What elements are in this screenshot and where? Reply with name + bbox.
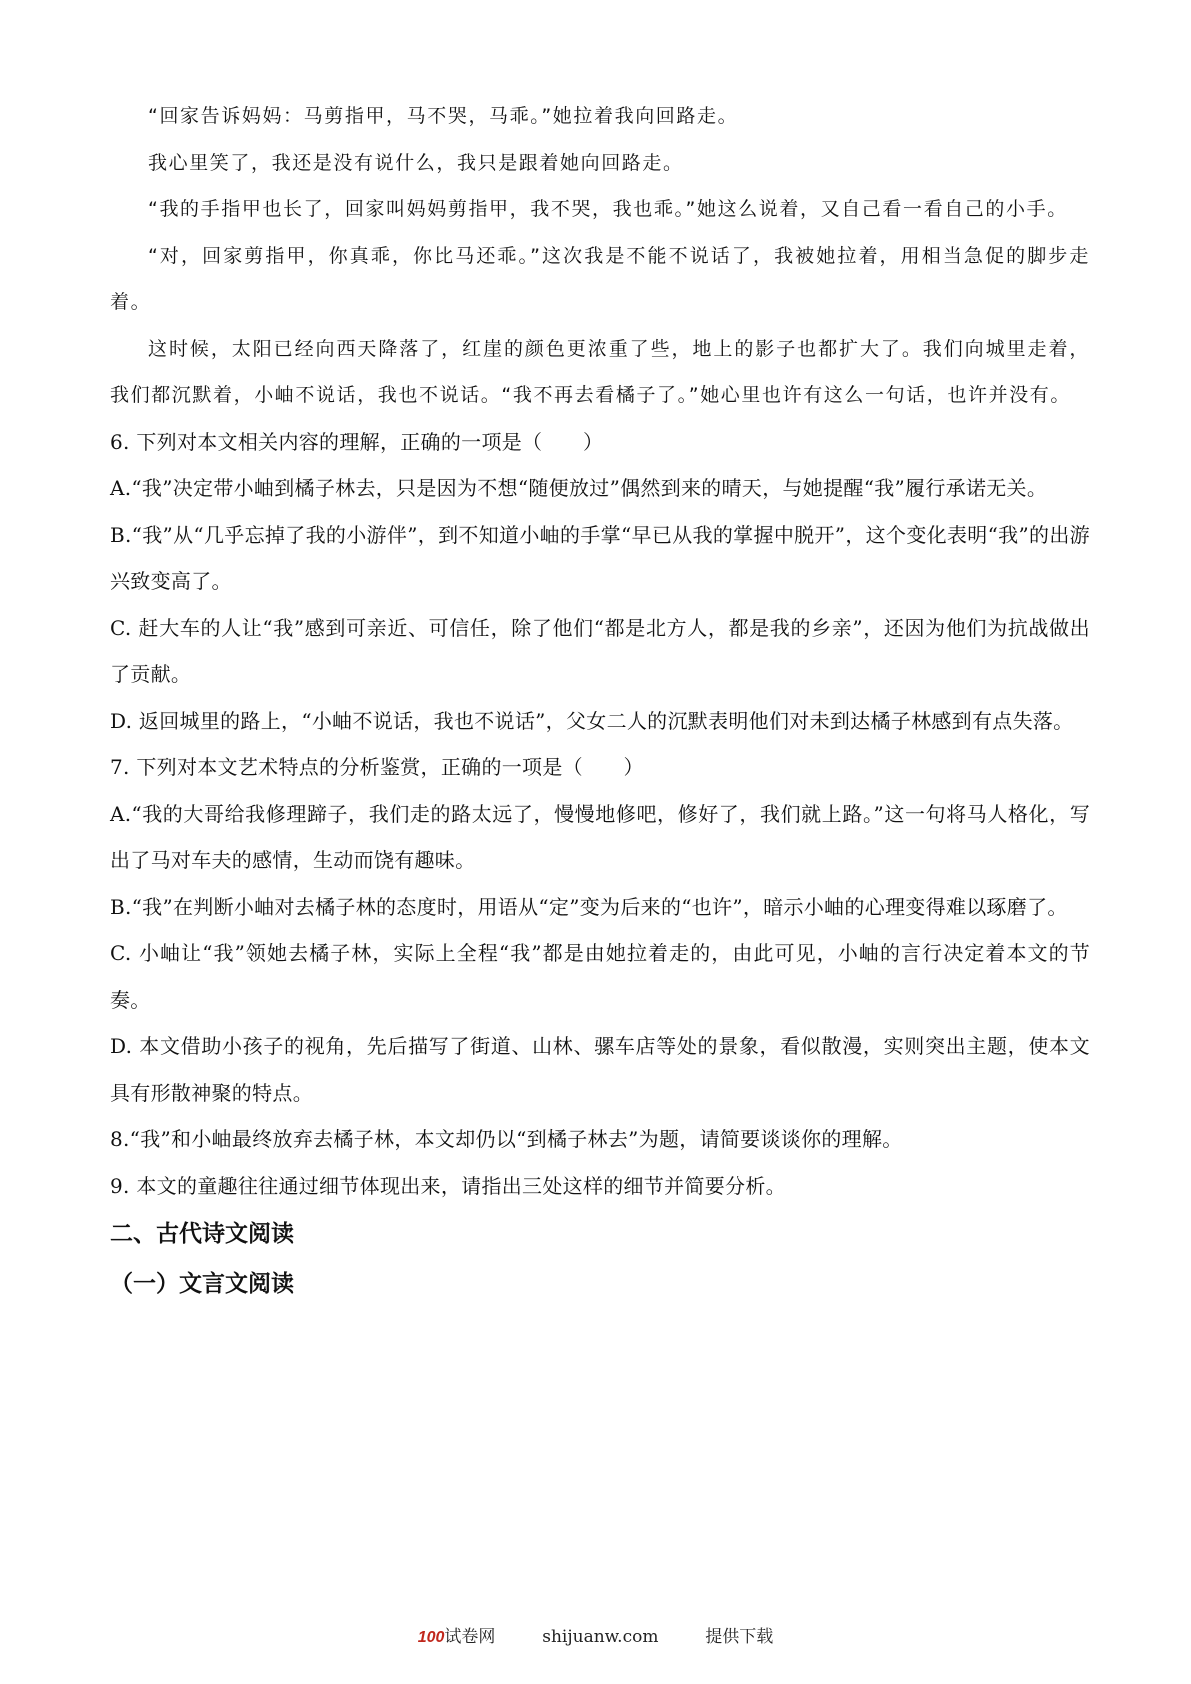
question-7-stem: 7. 下列对本文艺术特点的分析鉴赏，正确的一项是（ ）	[110, 755, 644, 779]
download-note: 提供下载	[705, 1627, 774, 1647]
story-paragraph: “对，回家剪指甲，你真乖，你比马还乖。”这次我是不能不说话了，我被她拉着，用相当急促的脚步走着。	[110, 244, 1090, 313]
question-6-option-c: C. 赶大车的人让“我”感到可亲近、可信任，除了他们“都是北方人，都是我的乡亲”，还因为他们为抗战做出了贡献。	[110, 615, 1090, 686]
section-heading: 二、古代诗文阅读	[110, 1221, 294, 1247]
page-footer	[0, 1622, 1191, 1647]
question-6-option-a: A.“我”决定带小岫到橘子林去，只是因为不想“随便放过”偶然到来的晴天，与她提醒“我”履行承诺无关。	[110, 476, 1048, 500]
site-logo: 100	[417, 1629, 445, 1646]
story-paragraph: “回家告诉妈妈：马剪指甲，马不哭，马乖。”她拉着我向回路走。	[148, 105, 739, 127]
story-paragraph: “我的手指甲也长了，回家叫妈妈剪指甲，我不哭，我也乖。”她这么说着，又自己看一看自己的小手。	[148, 198, 1068, 220]
question-7-option-a: A.“我的大哥给我修理蹄子，我们走的路太远了，慢慢地修吧，修好了，我们就上路。”这一句将马人格化，写出了马对车夫的感情，生动而饶有趣味。	[110, 801, 1090, 872]
question-7-option-d: D. 本文借助小孩子的视角，先后描写了街道、山林、骡车店等处的景象，看似散漫，实则突出主题，使本文具有形散神聚的特点。	[110, 1034, 1090, 1105]
subsection-heading: （一）文言文阅读	[110, 1271, 294, 1297]
question-6-option-d: D. 返回城里的路上，“小岫不说话，我也不说话”，父女二人的沉默表明他们对未到达橘子林感到有点失落。	[110, 708, 1074, 733]
question-9: 9. 本文的童趣往往通过细节体现出来，请指出三处这样的细节并简要分析。	[110, 1173, 786, 1198]
question-6-stem: 6. 下列对本文相关内容的理解，正确的一项是（ ）	[110, 429, 604, 454]
story-paragraph: 我心里笑了，我还是没有说什么，我只是跟着她向回路走。	[148, 151, 684, 174]
question-8: 8.“我”和小岫最终放弃去橘子林，本文却仍以“到橘子林去”为题，请简要谈谈你的理解。	[110, 1127, 903, 1151]
page-content	[110, 93, 1090, 1309]
story-paragraph: 这时候，太阳已经向西天降落了，红崖的颜色更浓重了些，地上的影子也都扩大了。我们向城里走着，我们都沉默着，小岫不说话，我也不说话。“我不再去看橘子了。”她心里也许有这么一句话，也许并没有。	[110, 337, 1090, 406]
site-domain: shijuanw.com	[542, 1627, 659, 1647]
question-7-option-b: B.“我”在判断小岫对去橘子林的态度时，用语从“定”变为后来的“也许”，暗示小岫的心理变得难以琢磨了。	[110, 894, 1068, 919]
site-name: 试卷网	[444, 1627, 496, 1647]
question-7-option-c: C. 小岫让“我”领她去橘子林，实际上全程“我”都是由她拉着走的，由此可见，小岫的言行决定着本文的节奏。	[110, 941, 1090, 1012]
question-6-option-b: B.“我”从“几乎忘掉了我的小游伴”，到不知道小岫的手掌“早已从我的掌握中脱开”，这个变化表明“我”的出游兴致变高了。	[110, 522, 1090, 593]
